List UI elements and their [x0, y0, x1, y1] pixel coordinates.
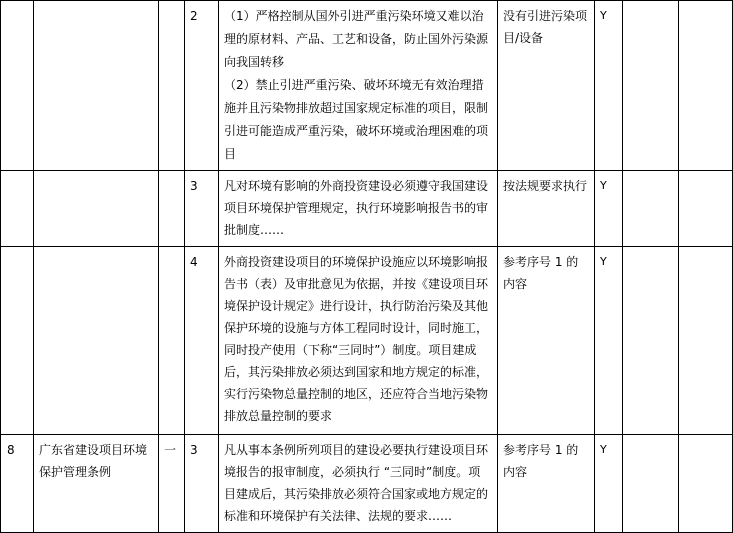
compliance-status: 参考序号 1 的内容 [498, 247, 595, 435]
content-paragraph: （2）禁止引进严重污染、破坏环境无有效治理措施并且污染物排放超过国家规定标准的项目，限制引进可能造成严重污染，破坏环境或治理困难的项目 [224, 78, 489, 161]
regulation-name [34, 171, 159, 247]
regulation-name [34, 1, 159, 171]
table-row [1, 1, 733, 171]
table-row [1, 171, 733, 247]
clause-number: 3 [185, 435, 219, 533]
row-number: 8 [1, 435, 34, 533]
empty-cell [623, 247, 679, 435]
table-row [1, 435, 733, 533]
empty-cell [623, 1, 679, 171]
empty-cell [679, 435, 733, 533]
content-paragraph: （1）严格控制从国外引进严重污染环境又难以治理的原材料、产品、工艺和设备，防止国外污染源向我国转移 [224, 9, 489, 69]
row-number [1, 171, 34, 247]
clause-number: 4 [185, 247, 219, 435]
empty-cell [623, 435, 679, 533]
clause-content [219, 1, 498, 171]
clause-number: 2 [185, 1, 219, 171]
empty-cell [679, 247, 733, 435]
regulation-name: 广东省建设项目环境保护管理条例 [34, 435, 159, 533]
clause-number: 3 [185, 171, 219, 247]
clause-content: 外商投资建设项目的环境保护设施应以环境影响报告书（表）及审批意见为依据，并按《建设项目环境保护设计规定》进行设计，执行防治污染及其他保护环境的设施与方体工程同时设计，同时施工，同时投产使用（下称“三同时”）制度。项目建成后，其污染排放必须达到国家和地方规定的标准，实行污染物总量控制的地区，还应符合当地污染物排放总量控制的要求 [219, 247, 498, 435]
compliance-status: 没有引进污染项目/设备 [498, 1, 595, 171]
chapter-number [159, 247, 185, 435]
regulation-name [34, 247, 159, 435]
empty-cell [679, 1, 733, 171]
content-paragraph [224, 5, 492, 166]
row-number [1, 247, 34, 435]
empty-cell [679, 171, 733, 247]
compliance-status: 按法规要求执行 [498, 171, 595, 247]
chapter-number [159, 1, 185, 171]
compliance-mark: Y [595, 1, 623, 171]
compliance-status: 参考序号 1 的内容 [498, 435, 595, 533]
compliance-mark: Y [595, 247, 623, 435]
clause-content: 凡从事本条例所列项目的建设必要执行建设项目环境报告的报审制度，必须执行 “三同时”制度。项目建成后，其污染排放必须符合国家或地方规定的标准和环境保护有关法律、法规的要求…… [219, 435, 498, 533]
compliance-mark: Y [595, 435, 623, 533]
compliance-mark: Y [595, 171, 623, 247]
chapter-number: 一 [159, 435, 185, 533]
table-row [1, 247, 733, 435]
row-number [1, 1, 34, 171]
empty-cell [623, 171, 679, 247]
clause-content: 凡对环境有影响的外商投资建设必须遵守我国建设项目环境保护管理规定，执行环境影响报告书的审批制度…… [219, 171, 498, 247]
chapter-number [159, 171, 185, 247]
